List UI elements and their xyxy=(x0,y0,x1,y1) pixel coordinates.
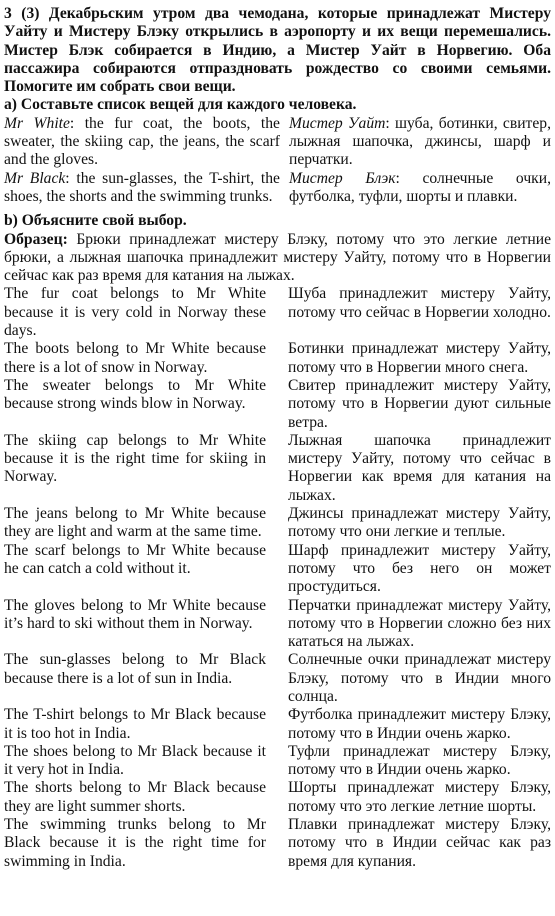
sample-paragraph xyxy=(4,231,551,286)
explanation-ru: Лыжная шапочка принадлежит мистеру Уайту, потому что сейчас в Норвегии как время для катания на лыжах. xyxy=(288,431,551,504)
explanation-row xyxy=(4,432,551,505)
english-lists xyxy=(4,115,280,206)
black-items-ru: : солнечные очки, футболка, туфли, шорты и плавки. xyxy=(289,169,551,205)
explanation-en: The fur coat belongs to Mr White because it is very cold in Norway these days. xyxy=(4,285,266,340)
explanation-en: The gloves belong to Mr White because it’s hard to ski without them in Norway. xyxy=(4,596,266,632)
explanation-ru: Шорты принадлежат мистеру Блэку, потому что это легкие летние шорты. xyxy=(288,779,551,815)
black-name-en: Mr Black xyxy=(4,169,66,187)
explanation-row xyxy=(4,340,551,377)
black-list-ru xyxy=(289,170,551,207)
explanation-en: The shorts belong to Mr Black because they are light summer shorts. xyxy=(4,779,266,815)
explanation-ru: Джинсы принадлежат мистеру Уайту, потому что они легкие и теплые. xyxy=(288,505,551,541)
explanation-row xyxy=(4,597,551,652)
explanation-en: The sweater belongs to Mr White because strong winds blow in Norway. xyxy=(4,376,266,413)
explanation-en: The scarf belongs to Mr White because he can catch a cold without it. xyxy=(4,541,266,577)
explanation-en: The sun-glasses belong to Mr Black because there is a lot of sun in India. xyxy=(4,651,266,687)
explanation-en: The shoes belong to Mr Black because it it very hot in India. xyxy=(4,742,266,779)
task-text: 3 (3) Декабрьским утром два чемодана, которые принадлежат Мистеру Уайту и Мистеру Блэку открылись в аэропорту и их вещи перемешались. Мистер Блэк собирается в Индию, а Мистер Уайт в Норвегию. Оба пассажира собираются отпраздновать рождество со своими семьями. Помогите им собрать свои вещи. xyxy=(4,5,551,96)
explanation-en: The jeans belong to Mr White because they are light and warm at the same time. xyxy=(4,505,266,541)
explanation-row xyxy=(4,706,551,743)
item-lists xyxy=(4,115,551,206)
sample-label: Образец: xyxy=(4,230,68,248)
white-list-ru xyxy=(289,115,551,170)
part-a-heading: а) Составьте список вещей для каждого человека. xyxy=(4,96,357,114)
explanation-row xyxy=(4,505,551,542)
black-list-en xyxy=(4,170,280,207)
explanation-en: The boots belong to Mr White because there is a lot of snow in Norway. xyxy=(4,340,266,376)
white-name-en: Mr White xyxy=(4,114,70,132)
explanation-ru: Перчатки принадлежат мистеру Уайту, потому что в Норвегии сложно без них кататься на лыжах. xyxy=(288,596,551,651)
explanation-en: The T-shirt belongs to Mr Black because it is too hot in India. xyxy=(4,706,266,742)
white-name-ru: Мистер Уайт xyxy=(289,114,386,132)
sample-text: Брюки принадлежат мистеру Блэку, потому что это легкие летние брюки, а лыжная шапочка принадлежит мистеру Уайту, потому что в Норвегии сейчас как раз время для катания на лыжах. xyxy=(4,230,551,285)
black-items-en: : the sun-glasses, the T-shirt, the shoes, the shorts and the swimming trunks. xyxy=(4,169,280,205)
explanation-row xyxy=(4,285,551,340)
white-items-en: : the fur coat, the boots, the sweater, the skiing cap, the jeans, the scarf and the gloves. xyxy=(4,114,280,169)
explanation-ru: Свитер принадлежит мистеру Уайту, потому что в Норвегии дуют сильные ветра. xyxy=(288,376,551,431)
explanation-row xyxy=(4,542,551,597)
explanation-ru: Туфли принадлежат мистеру Блэку, потому что в Индии очень жарко. xyxy=(288,742,551,779)
explanation-ru: Солнечные очки принадлежат мистеру Блэку, потому что в Индии много солнца. xyxy=(288,651,551,705)
explanation-en: The skiing cap belongs to Mr White because it is the right time for skiing in Norway. xyxy=(4,431,266,486)
white-items-ru: : шуба, ботинки, свитер, лыжная шапочка, джинсы, шарф и перчатки. xyxy=(289,114,551,169)
white-list-en xyxy=(4,115,280,170)
explanation-row xyxy=(4,743,551,780)
black-name-ru: Мистер Блэк xyxy=(289,169,396,187)
explanation-ru: Шарф принадлежит мистеру Уайту, потому что без него он может простудиться. xyxy=(288,541,551,596)
explanation-ru: Шуба принадлежит мистеру Уайту, потому что сейчас в Норвегии холодно. xyxy=(288,285,551,321)
russian-lists xyxy=(289,115,551,206)
explanation-row xyxy=(4,816,551,871)
explanation-ru: Ботинки принадлежат мистеру Уайту, потому что в Норвегии много снега. xyxy=(288,340,551,376)
explanation-ru: Футболка принадлежит мистеру Блэку, потому что в Индии очень жарко. xyxy=(288,706,551,742)
explanation-ru: Плавки принадлежат мистеру Блэку, потому что в Индии сейчас как раз время для купания. xyxy=(288,816,551,870)
explanation-en: The swimming trunks belong to Mr Black because it is the right time for swimming in India. xyxy=(4,816,266,870)
explanation-row xyxy=(4,377,551,432)
explanation-row xyxy=(4,651,551,706)
part-b-heading: b) Объясните свой выбор. xyxy=(4,212,187,230)
explanation-row xyxy=(4,779,551,816)
